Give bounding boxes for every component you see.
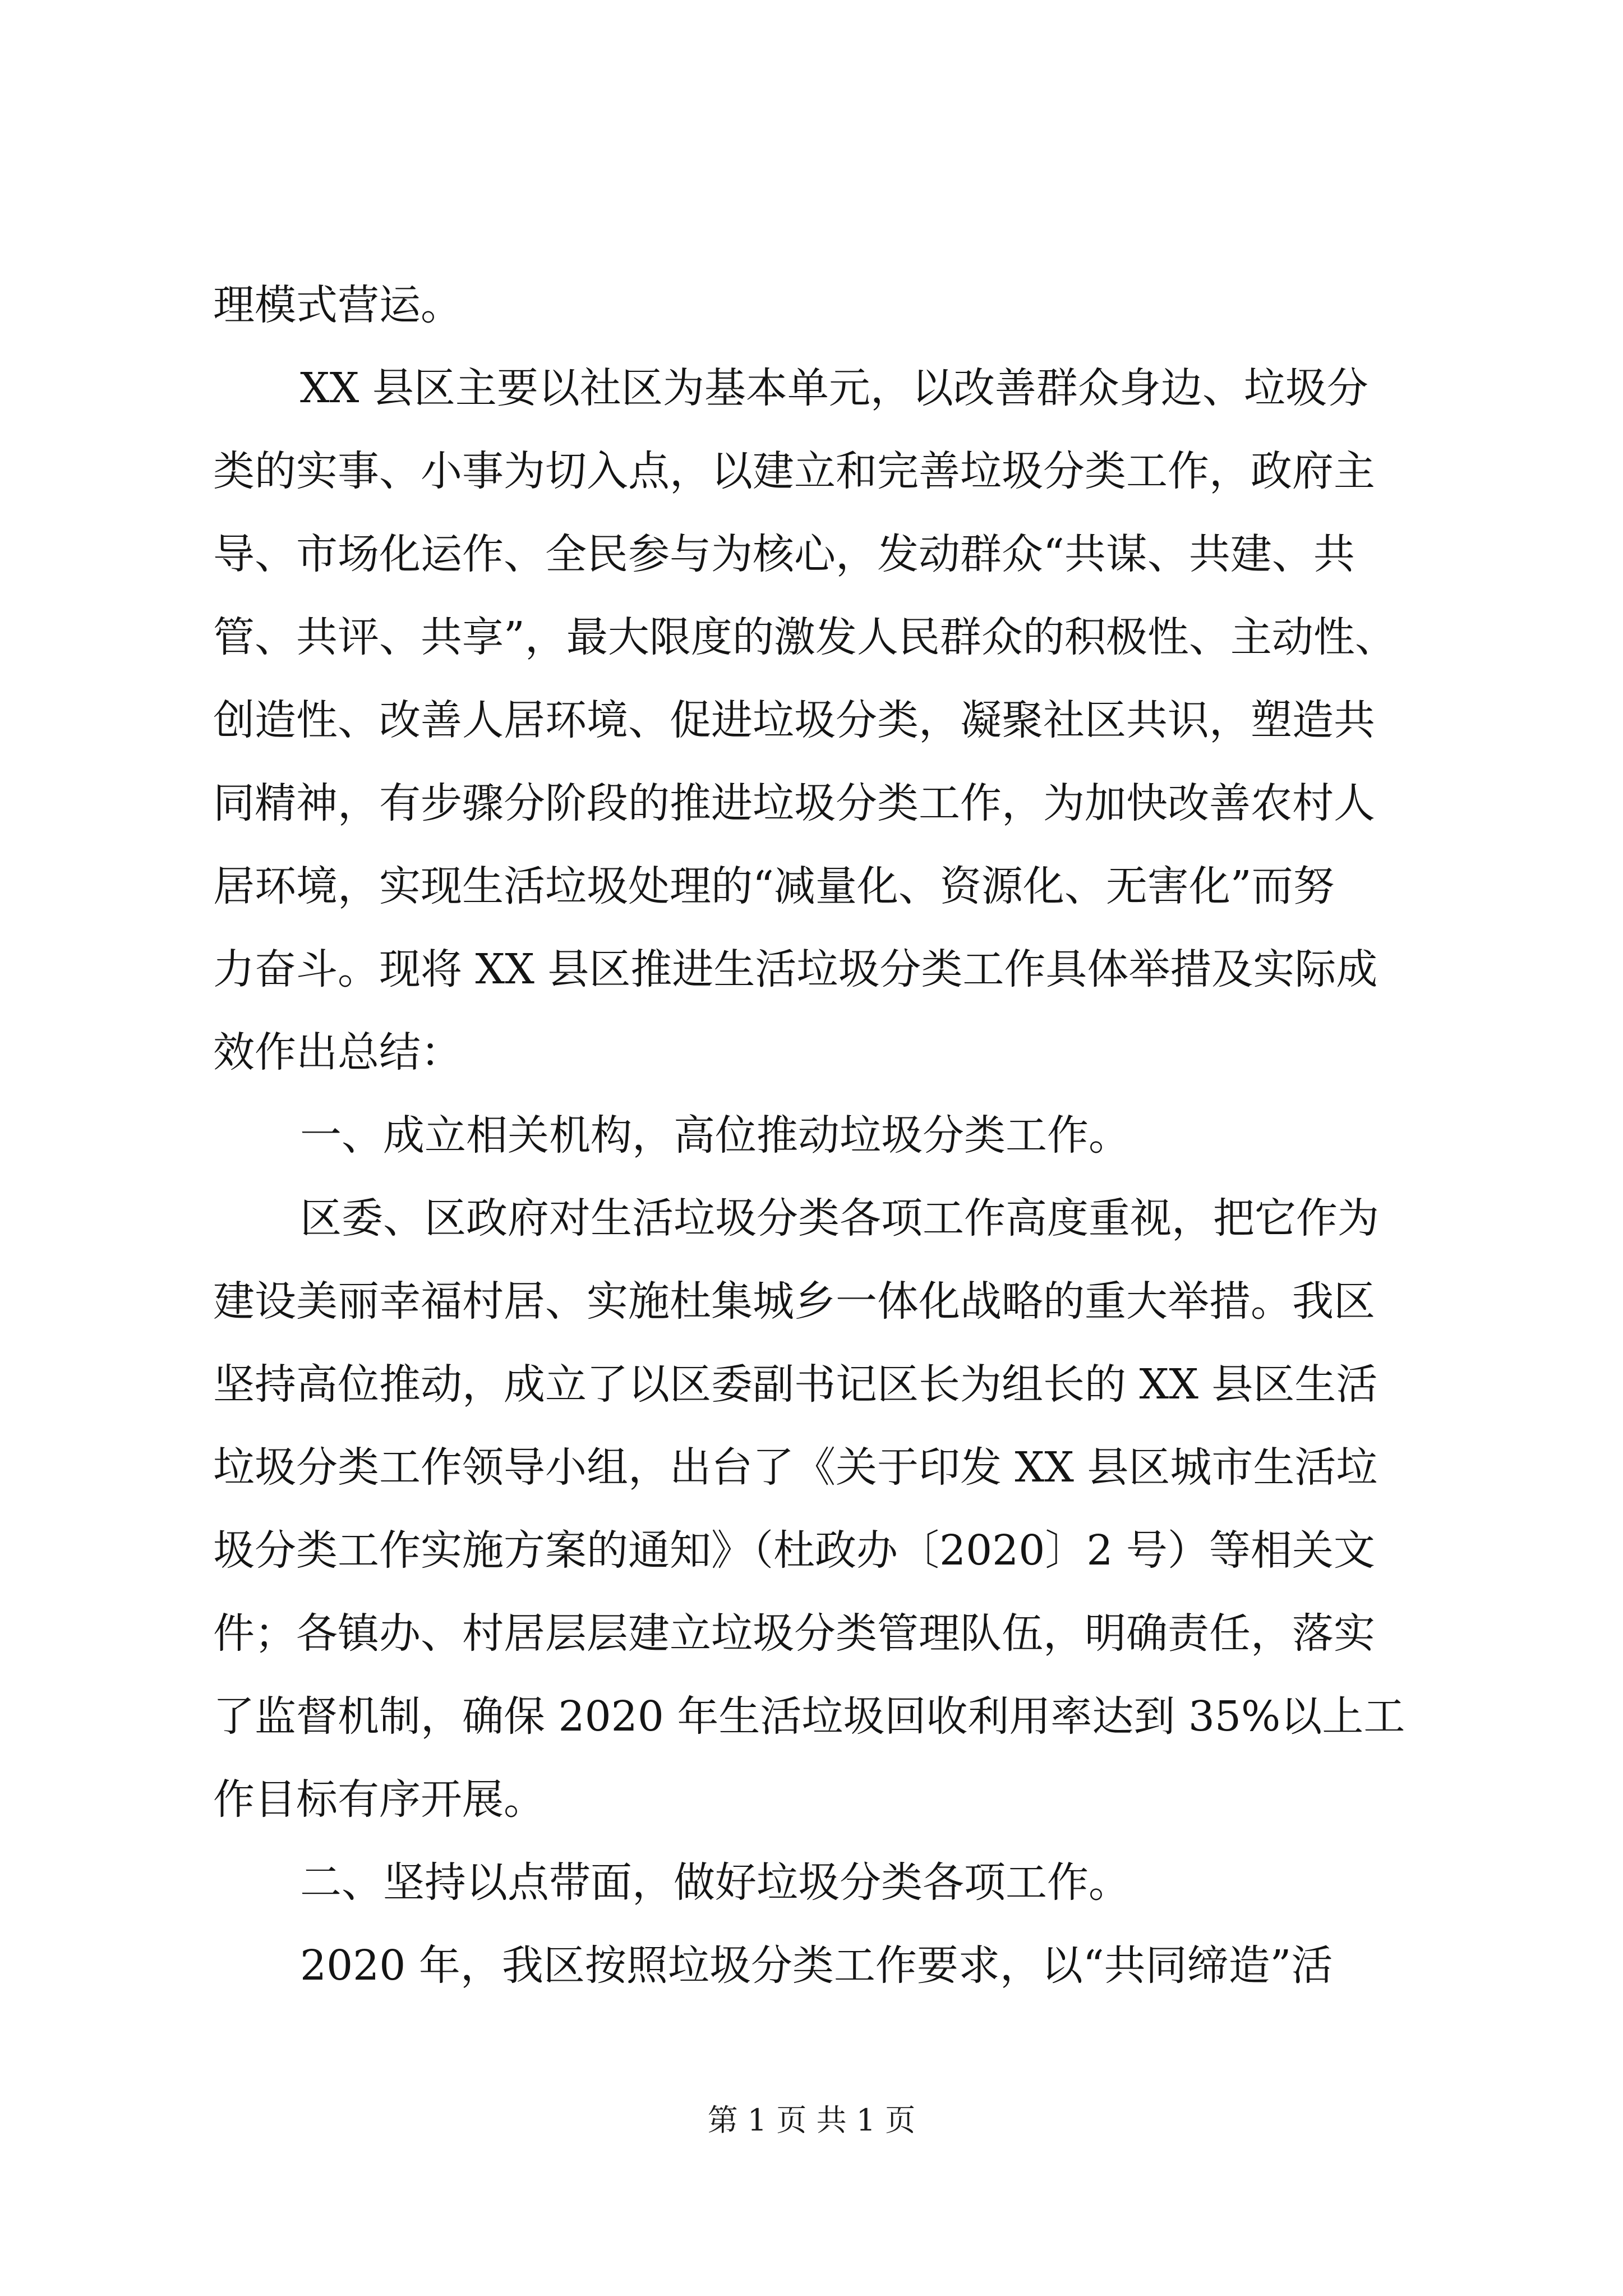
section-heading: 二、坚持以点带面，做好垃圾分类各项工作。 [300,1858,1130,1907]
text-line: 垃圾分类工作领导小组，出台了《关于印发 XX 县区城市生活垃 [213,1443,1378,1492]
text-line: 圾分类工作实施方案的通知》（杜政办〔2020〕2 号）等相关文 [213,1526,1375,1575]
text-line: XX 县区主要以社区为基本单元，以改善群众身边、垃圾分 [300,364,1368,412]
text-line: 创造性、改善人居环境、促进垃圾分类，凝聚社区共识，塑造共 [213,696,1375,744]
page-number: 第 1 页 共 1 页 [707,2102,916,2138]
text-line: 2020 年，我区按照垃圾分类工作要求，以“共同缔造”活 [300,1941,1333,1990]
page-footer [0,2101,1623,2140]
text-line: 建设美丽幸福村居、实施杜集城乡一体化战略的重大举措。我区 [213,1277,1375,1326]
text-line: 效作出总结： [213,1028,462,1076]
text-line: 类的实事、小事为切入点，以建立和完善垃圾分类工作，政府主 [213,447,1375,495]
text-line: 件；各镇办、村居层层建立垃圾分类管理队伍，明确责任，落实 [213,1609,1375,1658]
section-heading: 一、成立相关机构，高位推动垃圾分类工作。 [300,1111,1130,1159]
text-line: 区委、区政府对生活垃圾分类各项工作高度重视，把它作为 [300,1194,1379,1243]
text-line: 作目标有序开展。 [213,1775,545,1824]
text-line: 坚持高位推动，成立了以区委副书记区长为组长的 XX 县区生活 [213,1360,1378,1409]
text-line: 同精神，有步骤分阶段的推进垃圾分类工作，为加快改善农村人 [213,779,1375,827]
text-line: 力奋斗。现将 XX 县区推进生活垃圾分类工作具体举措及实际成 [213,945,1378,993]
text-line: 居环境，实现生活垃圾处理的“减量化、资源化、无害化”而努 [213,862,1335,910]
text-line: 了监督机制，确保 2020 年生活垃圾回收利用率达到 35%以上工 [213,1692,1405,1741]
text-line: 管、共评、共享”，最大限度的激发人民群众的积极性、主动性、 [213,613,1396,661]
document-body [213,264,1430,2007]
text-line: 导、市场化运作、全民参与为核心，发动群众“共谋、共建、共 [213,530,1355,578]
text-line: 理模式营运。 [213,281,462,329]
